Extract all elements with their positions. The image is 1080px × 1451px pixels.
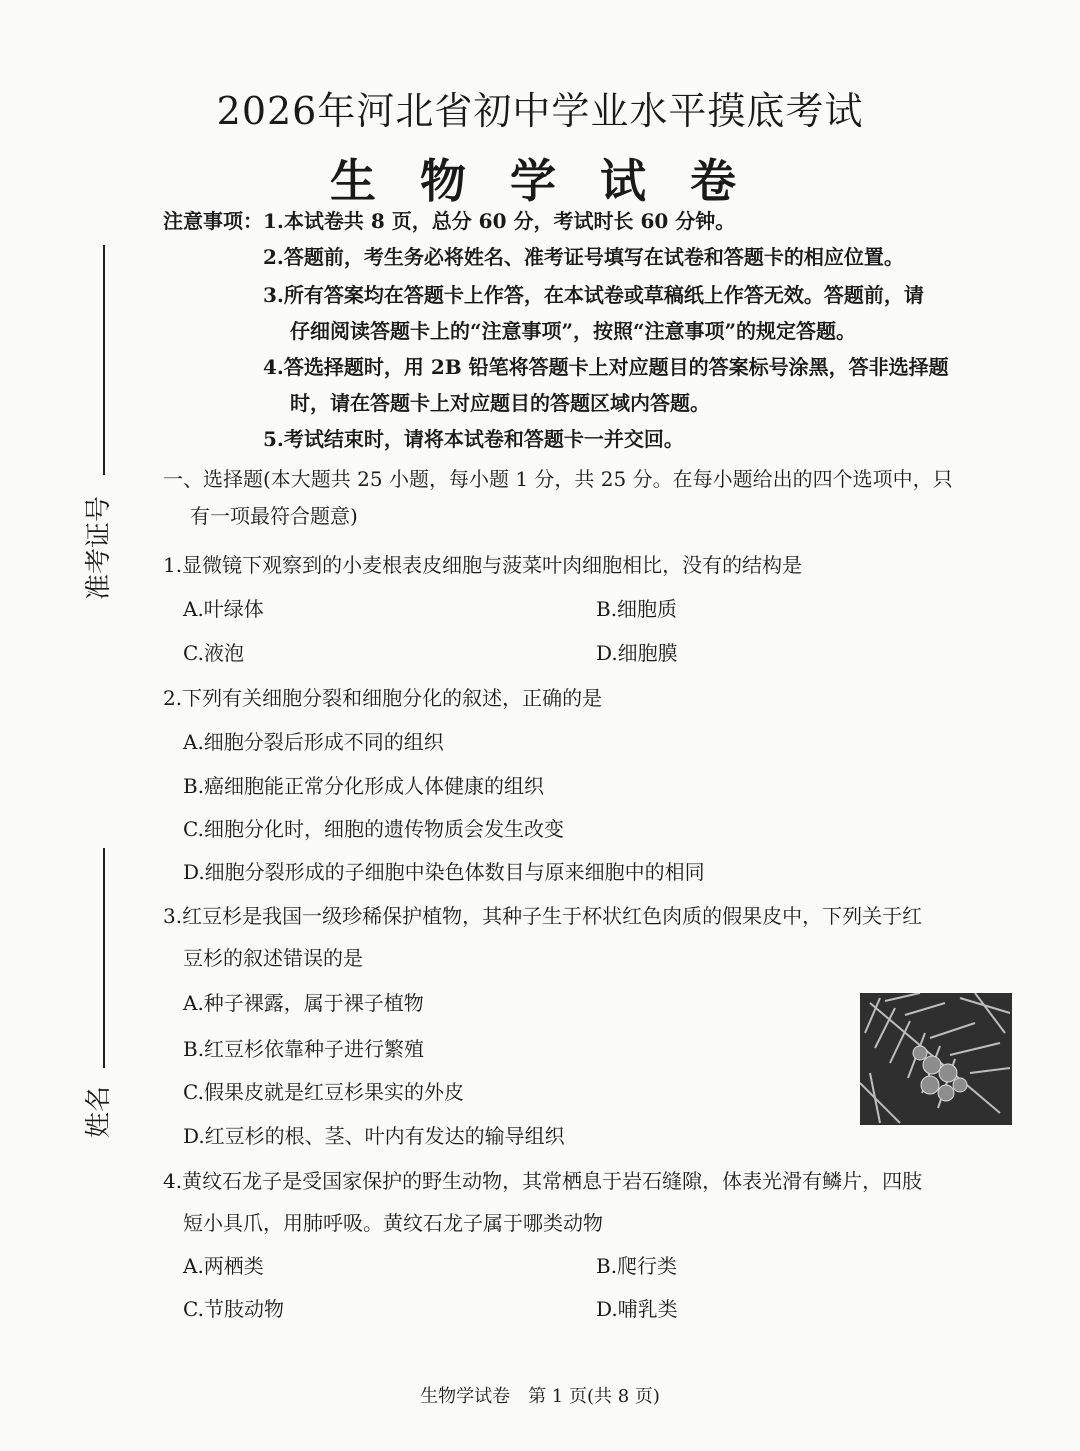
q4-option-b: B.爬行类 [596,1254,678,1278]
name-label: 姓名 [84,1085,114,1138]
q3-option-c: C.假果皮就是红豆杉果实的外皮 [183,1080,464,1104]
yew-branch-photo [860,993,1012,1125]
notice-item-1: 1.本试卷共 8 页，总分 60 分，考试时长 60 分钟。 [263,209,736,233]
q1-option-d: D.细胞膜 [596,641,678,665]
exam-id-label: 准考证号 [84,495,114,600]
notice-item-3-cont: 仔细阅读答题卡上的“注意事项”，按照“注意事项”的规定答题。 [290,319,857,343]
question-3-stem: 3.红豆杉是我国一级珍稀保护植物，其种子生于杯状红色肉质的假果皮中，下列关于红 [163,904,923,928]
question-4-stem-cont: 短小具爪，用肺呼吸。黄纹石龙子属于哪类动物 [183,1211,603,1235]
q3-option-d: D.红豆杉的根、茎、叶内有发达的输导组织 [183,1124,565,1148]
q4-option-a: A.两栖类 [183,1254,264,1278]
section-heading: 一、选择题(本大题共 25 小题，每小题 1 分，共 25 分。在每小题给出的四个选项中，只 [163,467,953,491]
q3-option-b: B.红豆杉依靠种子进行繁殖 [183,1037,425,1061]
notice-item-5: 5.考试结束时，请将本试卷和答题卡一并交回。 [263,427,684,451]
subject-title: 生 物 学 试 卷 [329,154,751,208]
q1-option-b: B.细胞质 [596,597,678,621]
q1-option-c: C.液泡 [183,641,244,665]
q4-option-d: D.哺乳类 [596,1297,678,1321]
q3-option-a: A.种子裸露，属于裸子植物 [183,991,424,1015]
question-4-stem: 4.黄纹石龙子是受国家保护的野生动物，其常栖息于岩石缝隙，体表光滑有鳞片，四肢 [163,1169,923,1193]
question-3-stem-cont: 豆杉的叙述错误的是 [183,946,363,970]
page-footer: 生物学试卷 第 1 页(共 8 页) [420,1386,660,1407]
q4-option-c: C.节肢动物 [183,1297,284,1321]
q1-option-a: A.叶绿体 [183,597,264,621]
notice-item-2: 2.答题前，考生务必将姓名、准考证号填写在试卷和答题卡的相应位置。 [263,245,904,269]
name-write-line[interactable] [103,848,105,1068]
q2-option-b: B.癌细胞能正常分化形成人体健康的组织 [183,774,545,798]
exam-id-write-line[interactable] [103,245,105,475]
yew-branch-image [860,993,1012,1125]
notice-item-4-cont: 时，请在答题卡上对应题目的答题区域内答题。 [290,391,710,415]
notice-item-4: 4.答选择题时，用 2B 铅笔将答题卡上对应题目的答案标号涂黑，答非选择题 [263,355,949,379]
q2-option-d: D.细胞分裂形成的子细胞中染色体数目与原来细胞中的相同 [183,860,705,884]
notice-item-3: 3.所有答案均在答题卡上作答，在本试卷或草稿纸上作答无效。答题前，请 [263,283,924,307]
exam-title: 2026年河北省初中学业水平摸底考试 [216,89,864,133]
section-heading-cont: 有一项最符合题意) [190,504,358,528]
q2-option-a: A.细胞分裂后形成不同的组织 [183,730,444,754]
notice-label: 注意事项：1.本试卷共 8 页，总分 60 分，考试时长 60 分钟。 [163,209,736,233]
question-2-stem: 2.下列有关细胞分裂和细胞分化的叙述，正确的是 [163,686,603,710]
question-1-stem: 1.显微镜下观察到的小麦根表皮细胞与菠菜叶肉细胞相比，没有的结构是 [163,553,803,577]
q2-option-c: C.细胞分化时，细胞的遗传物质会发生改变 [183,817,564,841]
